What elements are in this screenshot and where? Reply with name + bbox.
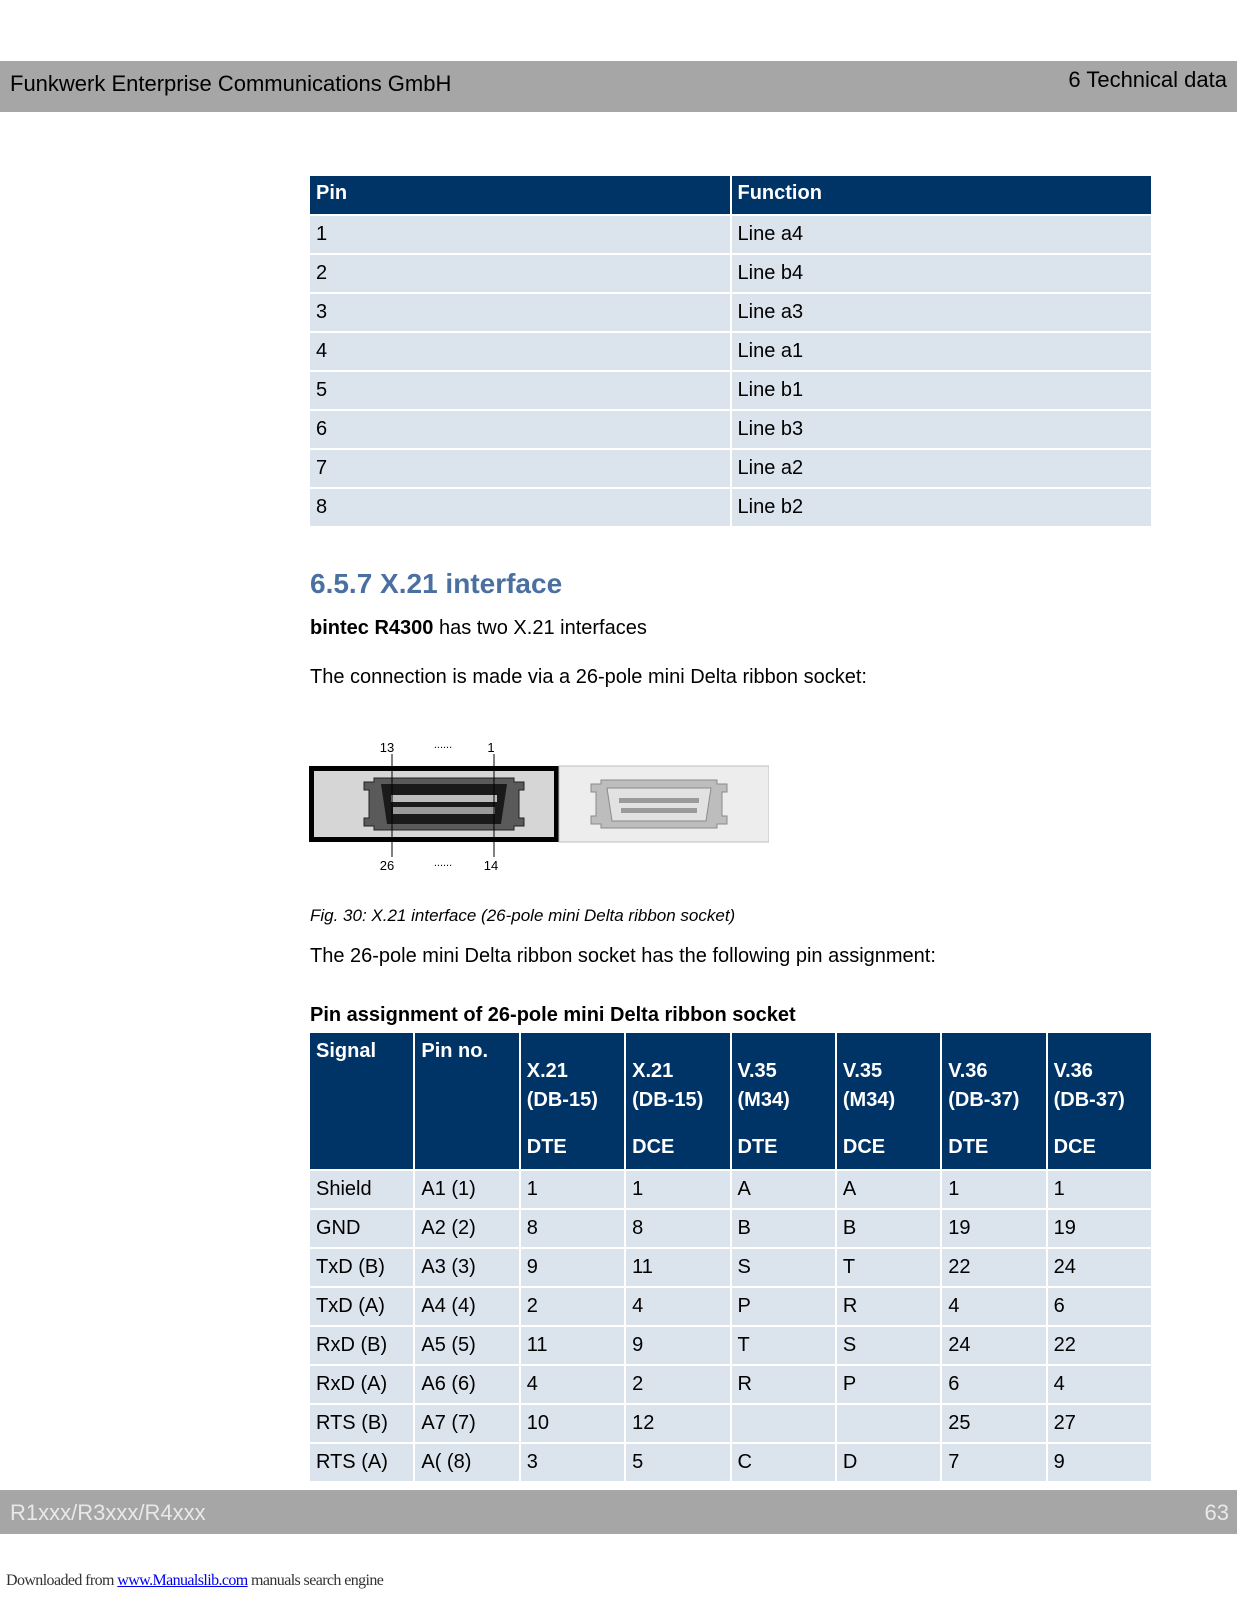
mapping-cell: 22 bbox=[1048, 1327, 1151, 1364]
pin-row-bottom bbox=[393, 807, 495, 814]
table-row bbox=[310, 450, 1151, 487]
device-role: DTE bbox=[526, 1136, 567, 1158]
mapping-cell: 24 bbox=[942, 1327, 1045, 1364]
column-header bbox=[626, 1033, 729, 1169]
mapping-cell: 8 bbox=[626, 1210, 729, 1247]
mapping-cell: 2 bbox=[626, 1366, 729, 1403]
interface-name: X.21 bbox=[526, 1060, 568, 1082]
interface-name: V.35 bbox=[842, 1060, 883, 1082]
mapping-cell: 10 bbox=[521, 1405, 624, 1442]
mapping-cell: S bbox=[837, 1327, 940, 1364]
connector-type: (DB-15) bbox=[526, 1089, 598, 1111]
table-row bbox=[310, 1249, 1151, 1286]
mapping-cell: 4 bbox=[521, 1366, 624, 1403]
page-footer bbox=[0, 1490, 1237, 1534]
signal-cell: Shield bbox=[310, 1171, 413, 1208]
table-row bbox=[310, 1288, 1151, 1325]
column-header bbox=[310, 1033, 413, 1169]
pin-number-cell: A6 (6) bbox=[415, 1366, 518, 1403]
socket-cavity bbox=[381, 784, 507, 824]
table-row bbox=[310, 1366, 1151, 1403]
mapping-cell: R bbox=[837, 1288, 940, 1325]
mapping-cell: 7 bbox=[942, 1444, 1045, 1481]
function-cell: Line a4 bbox=[732, 216, 1152, 253]
function-cell: Line b2 bbox=[732, 489, 1152, 526]
mapping-cell: 22 bbox=[942, 1249, 1045, 1286]
pin-number-cell: A2 (2) bbox=[415, 1210, 518, 1247]
mapping-cell: R bbox=[732, 1366, 835, 1403]
table-row bbox=[310, 1405, 1151, 1442]
manualslib-link[interactable]: www.Manualslib.com bbox=[117, 1572, 248, 1589]
socket-cavity-light bbox=[607, 788, 711, 821]
mapping-cell: A bbox=[837, 1171, 940, 1208]
pin-row-light-top bbox=[619, 798, 699, 803]
table-row bbox=[310, 333, 1151, 370]
pin-cell: 3 bbox=[310, 294, 730, 331]
mapping-cell: 1 bbox=[942, 1171, 1045, 1208]
mapping-cell: T bbox=[732, 1327, 835, 1364]
assignment-paragraph: The 26-pole mini Delta ribbon socket has the following pin assignment: bbox=[310, 945, 936, 967]
mapping-cell: A bbox=[732, 1171, 835, 1208]
connector-type: (DB-37) bbox=[948, 1089, 1020, 1111]
signal-cell: RTS (B) bbox=[310, 1405, 413, 1442]
interface-name: V.36 bbox=[1053, 1060, 1093, 1082]
mapping-cell: P bbox=[732, 1288, 835, 1325]
device-role: DCE bbox=[1053, 1136, 1096, 1158]
table-row bbox=[310, 1171, 1151, 1208]
column-header-pin: Pin bbox=[310, 176, 730, 214]
mapping-cell: 11 bbox=[521, 1327, 624, 1364]
connection-paragraph: The connection is made via a 26-pole mini Delta ribbon socket: bbox=[310, 666, 867, 688]
device-role: DCE bbox=[842, 1136, 886, 1158]
pin-cell: 7 bbox=[310, 450, 730, 487]
pin-cell: 6 bbox=[310, 411, 730, 448]
mapping-cell: 9 bbox=[626, 1327, 729, 1364]
pin-number-cell: A7 (7) bbox=[415, 1405, 518, 1442]
pin-row-top bbox=[391, 795, 497, 802]
socket-figure bbox=[309, 742, 769, 884]
mapping-cell: 1 bbox=[626, 1171, 729, 1208]
pin-number-cell: A5 (5) bbox=[415, 1327, 518, 1364]
pin-cell: 2 bbox=[310, 255, 730, 292]
mapping-cell: 3 bbox=[521, 1444, 624, 1481]
mapping-cell: 19 bbox=[1048, 1210, 1151, 1247]
mapping-cell: T bbox=[837, 1249, 940, 1286]
mapping-cell: 5 bbox=[626, 1444, 729, 1481]
product-name: bintec R4300 bbox=[310, 617, 434, 639]
download-notice bbox=[6, 1572, 383, 1590]
table-row bbox=[310, 294, 1151, 331]
download-prefix: Downloaded from bbox=[6, 1572, 118, 1589]
interface-name: V.35 bbox=[737, 1060, 777, 1082]
mapping-cell: 12 bbox=[626, 1405, 729, 1442]
table-row bbox=[310, 1444, 1151, 1481]
pin-cell: 5 bbox=[310, 372, 730, 409]
table-row bbox=[310, 372, 1151, 409]
column-header bbox=[1048, 1033, 1151, 1169]
mapping-cell bbox=[837, 1405, 940, 1442]
table-row bbox=[310, 411, 1151, 448]
pin-cell: 1 bbox=[310, 216, 730, 253]
mapping-cell: 24 bbox=[1048, 1249, 1151, 1286]
table-row bbox=[310, 1210, 1151, 1247]
mapping-cell: 11 bbox=[626, 1249, 729, 1286]
function-cell: Line b4 bbox=[732, 255, 1152, 292]
intro-text: has two X.21 interfaces bbox=[433, 617, 647, 639]
column-header bbox=[521, 1033, 624, 1169]
model-range: R1xxx/R3xxx/R4xxx bbox=[10, 1500, 206, 1525]
pin-label-26: 26 bbox=[379, 858, 395, 873]
pin-label-13: 13 bbox=[379, 742, 395, 755]
column-header-function: Function bbox=[732, 176, 1152, 214]
pin-label-dots-bottom: ...... bbox=[433, 857, 453, 869]
mapping-cell: 2 bbox=[521, 1288, 624, 1325]
pin-label-dots-top: ...... bbox=[433, 742, 453, 751]
pin-number-cell: A( (8) bbox=[415, 1444, 518, 1481]
pin-number-cell: A1 (1) bbox=[415, 1171, 518, 1208]
mapping-cell: P bbox=[837, 1366, 940, 1403]
section-heading: 6.5.7 X.21 interface bbox=[310, 568, 563, 599]
function-cell: Line b1 bbox=[732, 372, 1152, 409]
table-row bbox=[310, 489, 1151, 526]
pin-row-light-bottom bbox=[621, 808, 697, 813]
mapping-cell: 6 bbox=[1048, 1288, 1151, 1325]
signal-cell: RxD (A) bbox=[310, 1366, 413, 1403]
mapping-cell: 4 bbox=[1048, 1366, 1151, 1403]
mapping-cell: 9 bbox=[521, 1249, 624, 1286]
mapping-cell: 8 bbox=[521, 1210, 624, 1247]
mapping-cell: C bbox=[732, 1444, 835, 1481]
mapping-cell: 4 bbox=[626, 1288, 729, 1325]
mapping-cell: 4 bbox=[942, 1288, 1045, 1325]
column-label: Signal bbox=[316, 1040, 377, 1062]
function-cell: Line a1 bbox=[732, 333, 1152, 370]
mapping-cell: B bbox=[837, 1210, 940, 1247]
mapping-cell: 1 bbox=[521, 1171, 624, 1208]
pin-label-14: 14 bbox=[483, 858, 499, 873]
page-number: 63 bbox=[1204, 1500, 1229, 1525]
company-name: Funkwerk Enterprise Communications GmbH bbox=[10, 71, 452, 96]
mapping-cell: 25 bbox=[942, 1405, 1045, 1442]
function-cell: Line b3 bbox=[732, 411, 1152, 448]
table-row bbox=[310, 1327, 1151, 1364]
pin-number-cell: A4 (4) bbox=[415, 1288, 518, 1325]
mapping-cell: 6 bbox=[942, 1366, 1045, 1403]
column-header bbox=[942, 1033, 1045, 1169]
signal-cell: TxD (A) bbox=[310, 1288, 413, 1325]
pin-label-1: 1 bbox=[487, 742, 495, 755]
column-header bbox=[837, 1033, 940, 1169]
pin-number-cell: A3 (3) bbox=[415, 1249, 518, 1286]
signal-cell: RTS (A) bbox=[310, 1444, 413, 1481]
mapping-cell: 1 bbox=[1048, 1171, 1151, 1208]
mapping-cell: D bbox=[837, 1444, 940, 1481]
mapping-cell: 27 bbox=[1048, 1405, 1151, 1442]
pin-cell: 4 bbox=[310, 333, 730, 370]
intro-paragraph bbox=[310, 617, 647, 640]
signal-cell: RxD (B) bbox=[310, 1327, 413, 1364]
device-role: DTE bbox=[737, 1136, 778, 1158]
mapping-cell bbox=[732, 1405, 835, 1442]
connector-type: (M34) bbox=[842, 1089, 896, 1111]
pin-cell: 8 bbox=[310, 489, 730, 526]
mapping-cell: 9 bbox=[1048, 1444, 1151, 1481]
connector-type: (DB-37) bbox=[1053, 1089, 1125, 1111]
mapping-cell: 19 bbox=[942, 1210, 1045, 1247]
connector-type: (M34) bbox=[737, 1089, 790, 1111]
interface-name: V.36 bbox=[948, 1060, 988, 1082]
column-header bbox=[415, 1033, 518, 1169]
chapter-title: 6 Technical data bbox=[1068, 67, 1227, 92]
mapping-cell: B bbox=[732, 1210, 835, 1247]
column-header bbox=[732, 1033, 835, 1169]
pin-function-table bbox=[308, 174, 1153, 528]
column-label: Pin no. bbox=[421, 1040, 489, 1062]
table-caption: Pin assignment of 26-pole mini Delta ribbon socket bbox=[310, 1004, 796, 1026]
signal-cell: TxD (B) bbox=[310, 1249, 413, 1286]
connector-type: (DB-15) bbox=[632, 1089, 704, 1111]
device-role: DTE bbox=[948, 1136, 989, 1158]
interface-name: X.21 bbox=[632, 1060, 674, 1082]
pin-assignment-table bbox=[308, 1031, 1153, 1483]
function-cell: Line a3 bbox=[732, 294, 1152, 331]
page-header bbox=[0, 61, 1237, 112]
function-cell: Line a2 bbox=[732, 450, 1152, 487]
table-row bbox=[310, 216, 1151, 253]
figure-caption: Fig. 30: X.21 interface (26-pole mini Delta ribbon socket) bbox=[310, 906, 736, 925]
device-role: DCE bbox=[632, 1136, 675, 1158]
mapping-cell: S bbox=[732, 1249, 835, 1286]
table-row bbox=[310, 255, 1151, 292]
download-suffix: manuals search engine bbox=[247, 1572, 384, 1589]
signal-cell: GND bbox=[310, 1210, 413, 1247]
